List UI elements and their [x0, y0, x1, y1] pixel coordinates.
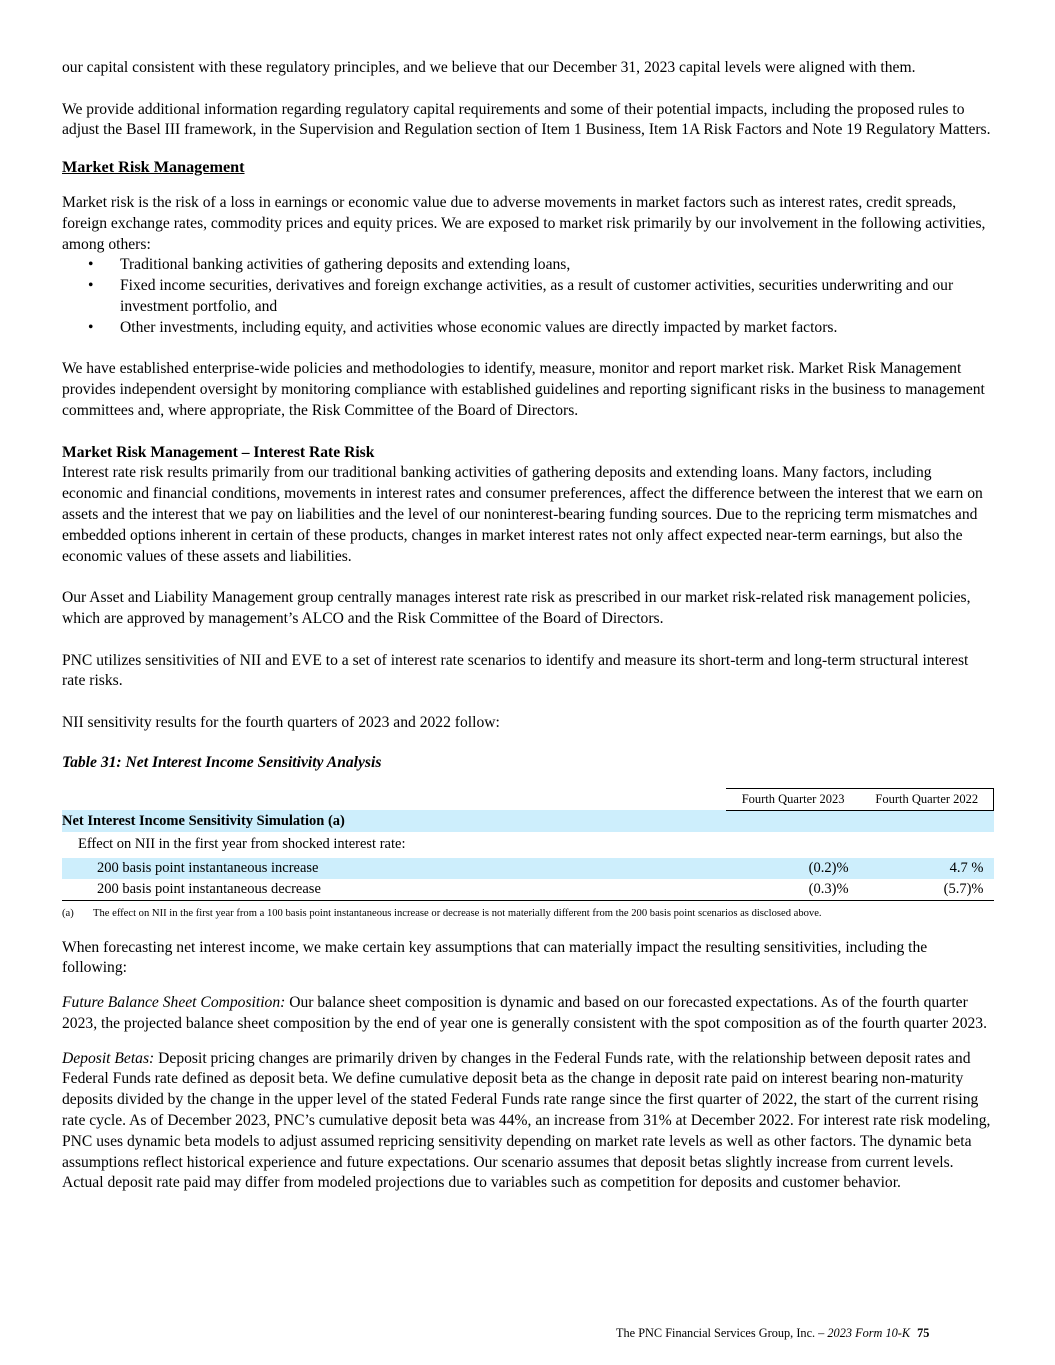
deposit-betas-paragraph [62, 1049, 995, 1195]
subsection-label: Effect on NII in the first year from shocked interest rate: [78, 836, 406, 853]
column-header-q4-2022: Fourth Quarter 2022 [861, 788, 994, 810]
table-subsection-row [62, 832, 994, 858]
deposit-betas-text: Deposit pricing changes are primarily driven by changes in the Federal Funds rate, with the relationship between deposit rates and Federal Funds rate defined as deposit beta. We define cumulative deposit beta as the change in deposit rate paid on interest bearing non-maturity deposits divided by the change in the upper level of the stated Federal Funds rate range since the first quarter of 2022, the start of the current rising rate cycle. As of December 2023, PNC’s cumulative deposit beta was 44%, an increase from 31% at December 2022. For interest rate risk modeling, PNC uses dynamic beta models to adjust assumed repricing sensitivity depending on market rate levels as well as other factors. The dynamic beta assumptions reflect historical experience and future expectations. Our scenario assumes that deposit betas slightly increase from current levels. Actual deposit rate paid may differ from modeled projections due to variables such as competition for deposits and customer behavior. [62, 1049, 991, 1192]
document-page [62, 58, 995, 1194]
footnote-tag: (a) [62, 907, 74, 919]
bullet-icon: • [88, 256, 94, 274]
list-item: • Other investments, including equity, and activities whose economic values are directly impacted by market factors. [62, 318, 995, 339]
assumptions-intro: When forecasting net interest income, we make certain key assumptions that can materially impact the resulting sensitivities, including the following: [62, 938, 928, 977]
market-risk-activities-list [62, 255, 995, 338]
footer-form: 2023 Form 10-K [827, 1326, 911, 1340]
future-balance-sheet-label: Future Balance Sheet Composition: [62, 994, 286, 1012]
list-item: • Fixed income securities, derivatives and foreign exchange activities, as a result of customer activities, securities underwriting and our investment portfolio, and [88, 277, 954, 315]
section-label: Net Interest Income Sensitivity Simulation (a) [62, 810, 994, 832]
bullet-icon: • [88, 277, 94, 295]
cell-q4-2023: (0.3)% [726, 879, 861, 901]
table-row [62, 858, 994, 879]
cell-q4-2022: (5.7)% [861, 879, 994, 901]
cell-q4-2022: 4.7 % [861, 858, 994, 879]
table-row [62, 879, 994, 901]
table-header-row [62, 788, 994, 810]
cell-q4-2023: (0.2)% [726, 858, 861, 879]
market-risk-paragraph-2: We have established enterprise-wide policies and methodologies to identify, measure, monitor and report market risk. Market Risk Management provides independent oversight by monitoring compliance with established guidelines and reporting significant risks in the business to management committees and, where appropriate, the Risk Committee of the Board of Directors. [62, 360, 985, 419]
table-title: Table 31: Net Interest Income Sensitivity Analysis [62, 753, 382, 771]
nii-sensitivity-table [62, 788, 994, 901]
list-item: • Traditional banking activities of gathering deposits and extending loans, [62, 255, 995, 276]
bullet-icon: • [88, 318, 94, 336]
footer-company: The PNC Financial Services Group, Inc. – [616, 1326, 825, 1340]
intro-paragraph-1: our capital consistent with these regulatory principles, and we believe that our December 31, 2023 capital levels were aligned with them. [62, 59, 916, 76]
row-label: 200 basis point instantaneous decrease [62, 879, 726, 901]
deposit-betas-label: Deposit Betas: [62, 1049, 155, 1067]
table-footnote [62, 907, 995, 921]
future-balance-sheet-text: Our balance sheet composition is dynamic and based on our forecasted expectations. As of the fourth quarter 2023, the projected balance sheet composition by the end of year one is generally consistent with the spot composition as of the fourth quarter 2023. [62, 994, 987, 1032]
table-section-row [62, 810, 994, 832]
column-header-q4-2023: Fourth Quarter 2023 [726, 788, 861, 810]
row-label: 200 basis point instantaneous increase [62, 858, 726, 879]
market-risk-paragraph-1: Market risk is the risk of a loss in earnings or economic value due to adverse movements in market factors such as interest rates, credit spreads, foreign exchange rates, commodity prices and equity prices. We are exposed to market risk primarily by our involvement in the following activities, among others: [62, 193, 986, 253]
interest-rate-paragraph-4: NII sensitivity results for the fourth quarters of 2023 and 2022 follow: [62, 713, 500, 731]
interest-rate-paragraph-1: Interest rate risk results primarily from our traditional banking activities of gathering deposits and extending loans. Many factors, including economic and financial conditions, movements in interest rates and consumer preferences, affect the difference between the interest that we earn on assets and the interest that we pay on liabilities and the level of our noninterest-bearing funding sources. Due to the repricing term mismatches and embedded options inherent in certain of these products, changes in market interest rates not only affect expected near-term earnings, but also the economic values of these assets and liabilities. [62, 464, 983, 565]
page-number: 75 [917, 1326, 930, 1340]
market-risk-heading: Market Risk Management [62, 158, 245, 177]
interest-rate-risk-heading: Market Risk Management – Interest Rate Risk [62, 443, 375, 461]
intro-paragraph-2: We provide additional information regarding regulatory capital requirements and some of their potential impacts, including the proposed rules to adjust the Basel III framework, in the Supervision and Regulation section of Item 1 Business, Item 1A Risk Factors and Note 19 Regulatory Matters. [62, 100, 991, 139]
interest-rate-paragraph-3: PNC utilizes sensitivities of NII and EVE to a set of interest rate scenarios to identify and measure its short-term and long-term structural interest rate risks. [62, 651, 969, 690]
future-balance-sheet-paragraph [62, 993, 995, 1035]
page-footer [616, 1325, 929, 1341]
interest-rate-paragraph-2: Our Asset and Liability Management group centrally manages interest rate risk as prescribed in our market risk-related risk management policies, which are approved by management’s ALCO and the Risk Committee of the Board of Directors. [62, 589, 971, 627]
footnote-text: The effect on NII in the first year from a 100 basis point instantaneous increase or decrease is not materially different from the 200 basis point scenarios as disclosed above. [93, 907, 822, 919]
